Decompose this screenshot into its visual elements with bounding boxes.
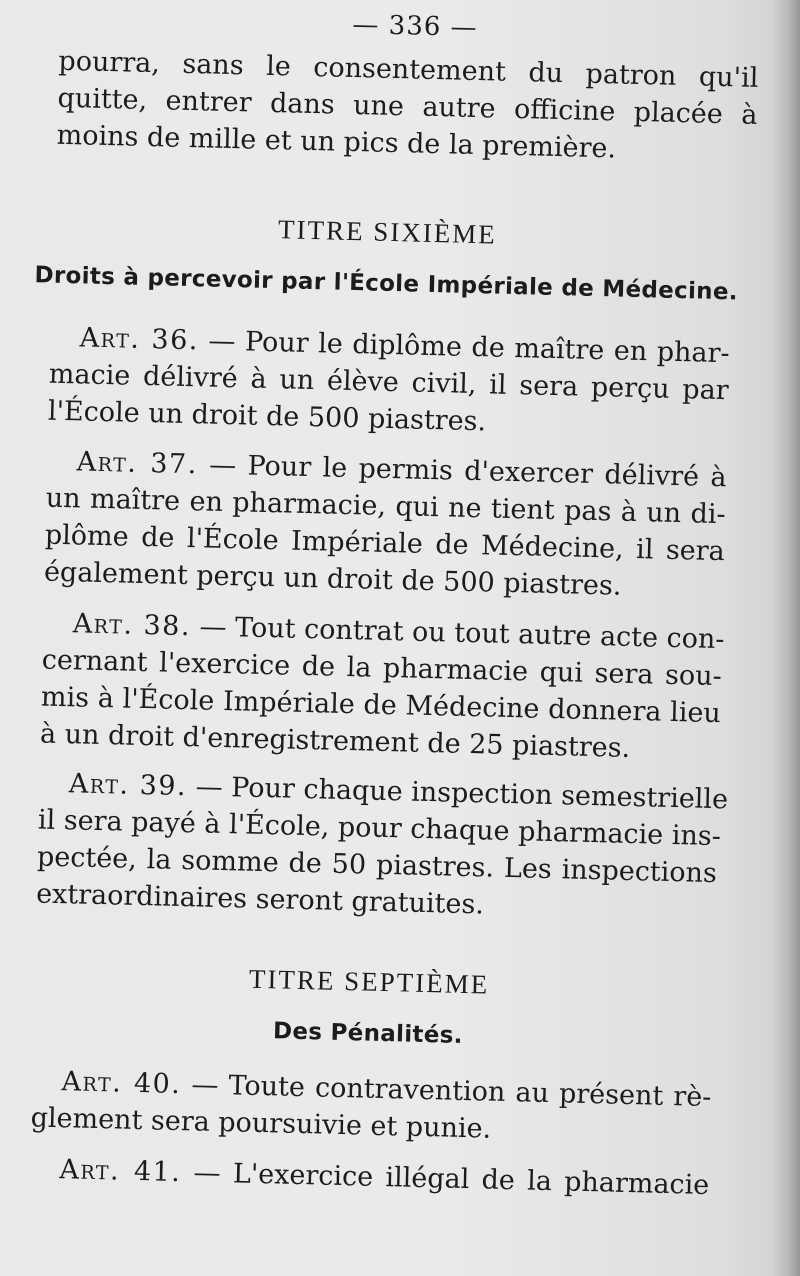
text-line: plôme de l'École Impériale de Médecine, il sera [44,519,726,568]
article-37 [44,443,727,608]
article-41 [29,1150,710,1204]
article-label: Art. 39. [68,768,188,803]
page-edge-shadow [772,0,800,1276]
article-label: Art. 36. [79,322,200,357]
article-39 [35,765,729,930]
text-line: glement sera poursuivie et punie. [30,1102,492,1145]
text-line: macie délivré à un élève civil, il sera perçu par [48,358,730,407]
text-line: un maître en pharmacie, qui ne tient pas à un di- [45,482,727,531]
section-heading: TITRE SEPTIÈME [248,963,490,1000]
text-line: Art. 41. — L'exercice illégal de la pharmacie [59,1154,710,1201]
text-line: mis à l'École Impériale de Médecine donnera lieu [40,681,722,730]
text-line: moins de mille et un pics de la première. [56,119,617,165]
article-label: Art. 37. [76,446,199,481]
text-line: également perçu un droit de 500 piastres. [43,556,622,602]
text-line: Art. 36. — Pour le diplôme de maître en phar- [79,322,730,370]
text-line: extraordinaires seront gratuites. [35,878,485,921]
article-38 [40,605,723,770]
article-label: Art. 38. [72,608,192,643]
article-40 [30,1062,712,1153]
article-label: Art. 40. [61,1066,182,1101]
article-36 [48,319,731,447]
text-line: il sera payé à l'École, pour chaque pharmacie ins- [37,804,722,853]
text-line: Art. 40. — Toute contravention au présent rè- [61,1066,712,1114]
text-line: Art. 39. — Pour chaque inspection semestrielle [68,768,729,816]
section-subheading: Des Pénalités. [272,1018,463,1049]
text-line: l'École un droit de 500 piastres. [47,395,487,438]
page-text-block [28,0,759,1201]
text-line: Art. 37. — Pour le permis d'exercer délivré à [76,446,727,494]
text-line: à un droit d'enregistrement de 25 piastres. [39,718,631,764]
text-line: cernant l'exercice de la pharmacie qui sera sou- [41,644,723,693]
text-line: pourra, sans le consentement du patron qu'il [58,45,759,94]
text-line: quitte, entrer dans une autre officine placée à [57,82,758,131]
text-line: pectée, la somme de 50 piastres. Les inspections [36,841,718,890]
section-heading: TITRE SIXIÈME [277,214,498,250]
intro-paragraph [56,43,759,171]
page-number: — 336 — [352,9,478,43]
article-label: Art. 41. [59,1154,182,1189]
section-subheading: Droits à percevoir par l'École Impériale de Médecine. [34,262,739,306]
text-line: Art. 38. — Tout contrat ou tout autre acte con- [72,608,725,656]
